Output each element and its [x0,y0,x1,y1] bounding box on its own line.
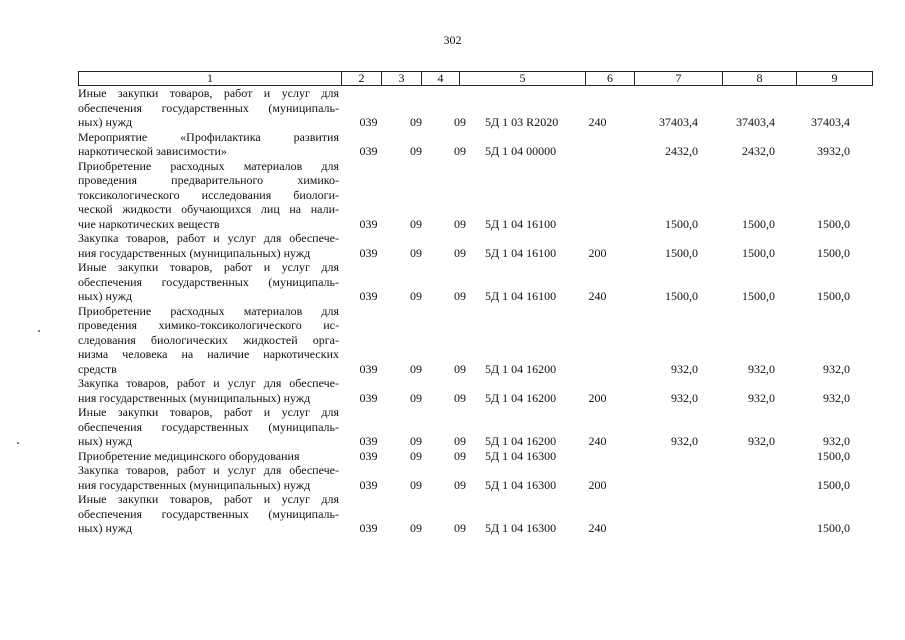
row-name-line: проведения предварительного химико- [78,173,339,187]
cell-c5: 5Д 1 04 16100 [485,245,557,260]
row-name [78,159,339,232]
header-col-6: 6 [586,72,635,86]
cell-c2: 039 [359,245,378,260]
cell-c3: 09 [410,434,422,448]
table-row [78,405,878,449]
cell-c8: 2432,0 [742,144,775,158]
cell-c8: 932,0 [748,434,775,448]
header-col-4: 4 [422,72,460,86]
table-row [78,260,878,304]
cell-c9: 932,0 [823,361,850,376]
row-name [78,260,339,304]
row-name-line: ния государственных (муниципальных) нужд [78,245,311,260]
cell-c8: 1500,0 [742,216,775,231]
row-name-line: обеспечения государственных (муниципаль- [78,100,339,115]
row-name-line: проведения химико-токсикологического ис- [78,318,339,332]
cell-c5: 5Д 1 03 R2020 [485,115,559,129]
cell-c4: 09 [454,144,466,158]
cell-c5: 5Д 1 04 16300 [485,448,557,463]
row-name-line: ных) нужд [78,289,133,303]
cell-c4: 09 [454,115,466,129]
page-number: 302 [443,33,462,47]
row-name [78,405,339,449]
cell-c3: 09 [410,216,422,231]
cell-c6: 200 [588,477,607,492]
cell-c5: 5Д 1 04 16100 [485,216,557,231]
cell-c9: 1500,0 [817,477,850,492]
cell-c9: 3932,0 [817,144,850,158]
cell-c4: 09 [454,361,466,376]
table-row [78,159,878,232]
row-name-line: ния государственных (муниципальных) нужд [78,390,311,405]
row-name-line: Приобретение расходных материалов для [78,303,339,318]
row-name-line: Закупка товаров, работ и услуг для обеспече- [78,231,339,245]
cell-c4: 09 [454,289,466,303]
row-name-line: следования биологических жидкостей орга- [78,332,339,347]
cell-c9: 1500,0 [817,216,850,231]
row-name-line: ческой жидкости обучающихся лиц на нали- [78,202,339,216]
row-name-line: ных) нужд [78,521,133,535]
cell-c9: 1500,0 [817,521,850,535]
cell-c3: 09 [410,390,422,405]
row-name-line: ных) нужд [78,434,133,448]
cell-c5: 5Д 1 04 16300 [485,521,557,535]
row-name-line: чие наркотических веществ [78,216,220,231]
cell-c3: 09 [410,144,422,158]
cell-c9: 932,0 [823,390,850,405]
row-name [78,463,339,492]
cell-c5: 5Д 1 04 16200 [485,361,557,376]
cell-c8: 1500,0 [742,289,775,303]
cell-c2: 039 [359,361,378,376]
cell-c9: 1500,0 [817,289,850,303]
row-name-line: Иные закупки товаров, работ и услуг для [78,260,339,274]
header-col-7: 7 [635,72,723,86]
cell-c2: 039 [359,448,378,463]
header-col-2: 2 [342,72,382,86]
cell-c4: 09 [454,521,466,535]
row-name-line: обеспечения государственных (муниципаль- [78,274,339,289]
cell-c2: 039 [359,434,378,448]
cell-c8: 37403,4 [736,115,775,129]
cell-c2: 039 [359,477,378,492]
cell-c9: 37403,4 [811,115,850,129]
column-number-header [78,71,873,86]
cell-c7: 932,0 [671,361,698,376]
header-col-1: 1 [79,72,342,86]
row-name [78,130,339,159]
row-name-line: ния государственных (муниципальных) нужд [78,477,311,492]
cell-c4: 09 [454,477,466,492]
header-col-5: 5 [460,72,586,86]
cell-c7: 37403,4 [659,115,698,129]
cell-c7: 2432,0 [665,144,698,158]
row-name-line: Иные закупки товаров, работ и услуг для [78,492,339,506]
row-name-line: Приобретение расходных материалов для [78,158,339,173]
cell-c2: 039 [359,216,378,231]
cell-c9: 932,0 [823,434,850,448]
table-row [78,449,878,464]
row-name [78,449,339,464]
row-name [78,231,339,260]
cell-c8: 932,0 [748,361,775,376]
table-row [78,86,878,130]
row-name [78,86,339,130]
cell-c4: 09 [454,216,466,231]
row-name-line: Мероприятие «Профилактика развития [78,129,339,144]
row-name-line: средств [78,361,117,376]
row-name [78,492,339,536]
cell-c4: 09 [454,245,466,260]
cell-c4: 09 [454,434,466,448]
header-col-8: 8 [723,72,797,86]
row-name [78,376,339,405]
cell-c7: 932,0 [671,434,698,448]
row-name-line: обеспечения государственных (муниципаль- [78,419,339,434]
row-name-line: низма человека на наличие наркотических [78,347,339,361]
row-name-line: Закупка товаров, работ и услуг для обеспече- [78,463,339,477]
cell-c3: 09 [410,115,422,129]
scan-speck [17,442,19,444]
cell-c6: 240 [588,115,607,129]
table-row [78,463,878,492]
row-name-line: Приобретение медицинского оборудования [78,448,300,463]
cell-c5: 5Д 1 04 16300 [485,477,557,492]
cell-c5: 5Д 1 04 16100 [485,289,557,303]
row-name-line: Иные закупки товаров, работ и услуг для [78,86,339,100]
cell-c5: 5Д 1 04 16200 [485,390,557,405]
row-name-line: Закупка товаров, работ и услуг для обеспече- [78,376,339,390]
cell-c9: 1500,0 [817,245,850,260]
cell-c3: 09 [410,361,422,376]
cell-c9: 1500,0 [817,448,850,463]
cell-c6: 200 [588,390,607,405]
cell-c8: 1500,0 [742,245,775,260]
cell-c5: 5Д 1 04 00000 [485,144,557,158]
budget-table-body [78,86,878,536]
cell-c3: 09 [410,448,422,463]
cell-c6: 240 [588,521,607,535]
row-name-line: токсикологического исследования биологи- [78,187,339,202]
cell-c2: 039 [359,289,378,303]
cell-c5: 5Д 1 04 16200 [485,434,557,448]
header-col-3: 3 [382,72,422,86]
cell-c2: 039 [359,390,378,405]
cell-c7: 932,0 [671,390,698,405]
row-name-line: наркотической зависимости» [78,144,227,158]
scan-speck [38,330,40,332]
table-row [78,304,878,377]
cell-c6: 240 [588,289,607,303]
table-row [78,492,878,536]
cell-c6: 240 [588,434,607,448]
table-row [78,130,878,159]
row-name-line: Иные закупки товаров, работ и услуг для [78,405,339,419]
cell-c7: 1500,0 [665,216,698,231]
cell-c3: 09 [410,289,422,303]
cell-c2: 039 [359,115,378,129]
cell-c2: 039 [359,521,378,535]
table-row [78,376,878,405]
cell-c8: 932,0 [748,390,775,405]
cell-c4: 09 [454,390,466,405]
header-col-9: 9 [797,72,873,86]
cell-c3: 09 [410,477,422,492]
table-row [78,231,878,260]
cell-c7: 1500,0 [665,289,698,303]
cell-c2: 039 [359,144,378,158]
cell-c7: 1500,0 [665,245,698,260]
row-name-line: ных) нужд [78,115,133,129]
cell-c3: 09 [410,245,422,260]
cell-c3: 09 [410,521,422,535]
cell-c4: 09 [454,448,466,463]
cell-c6: 200 [588,245,607,260]
row-name-line: обеспечения государственных (муниципаль- [78,506,339,521]
row-name [78,304,339,377]
